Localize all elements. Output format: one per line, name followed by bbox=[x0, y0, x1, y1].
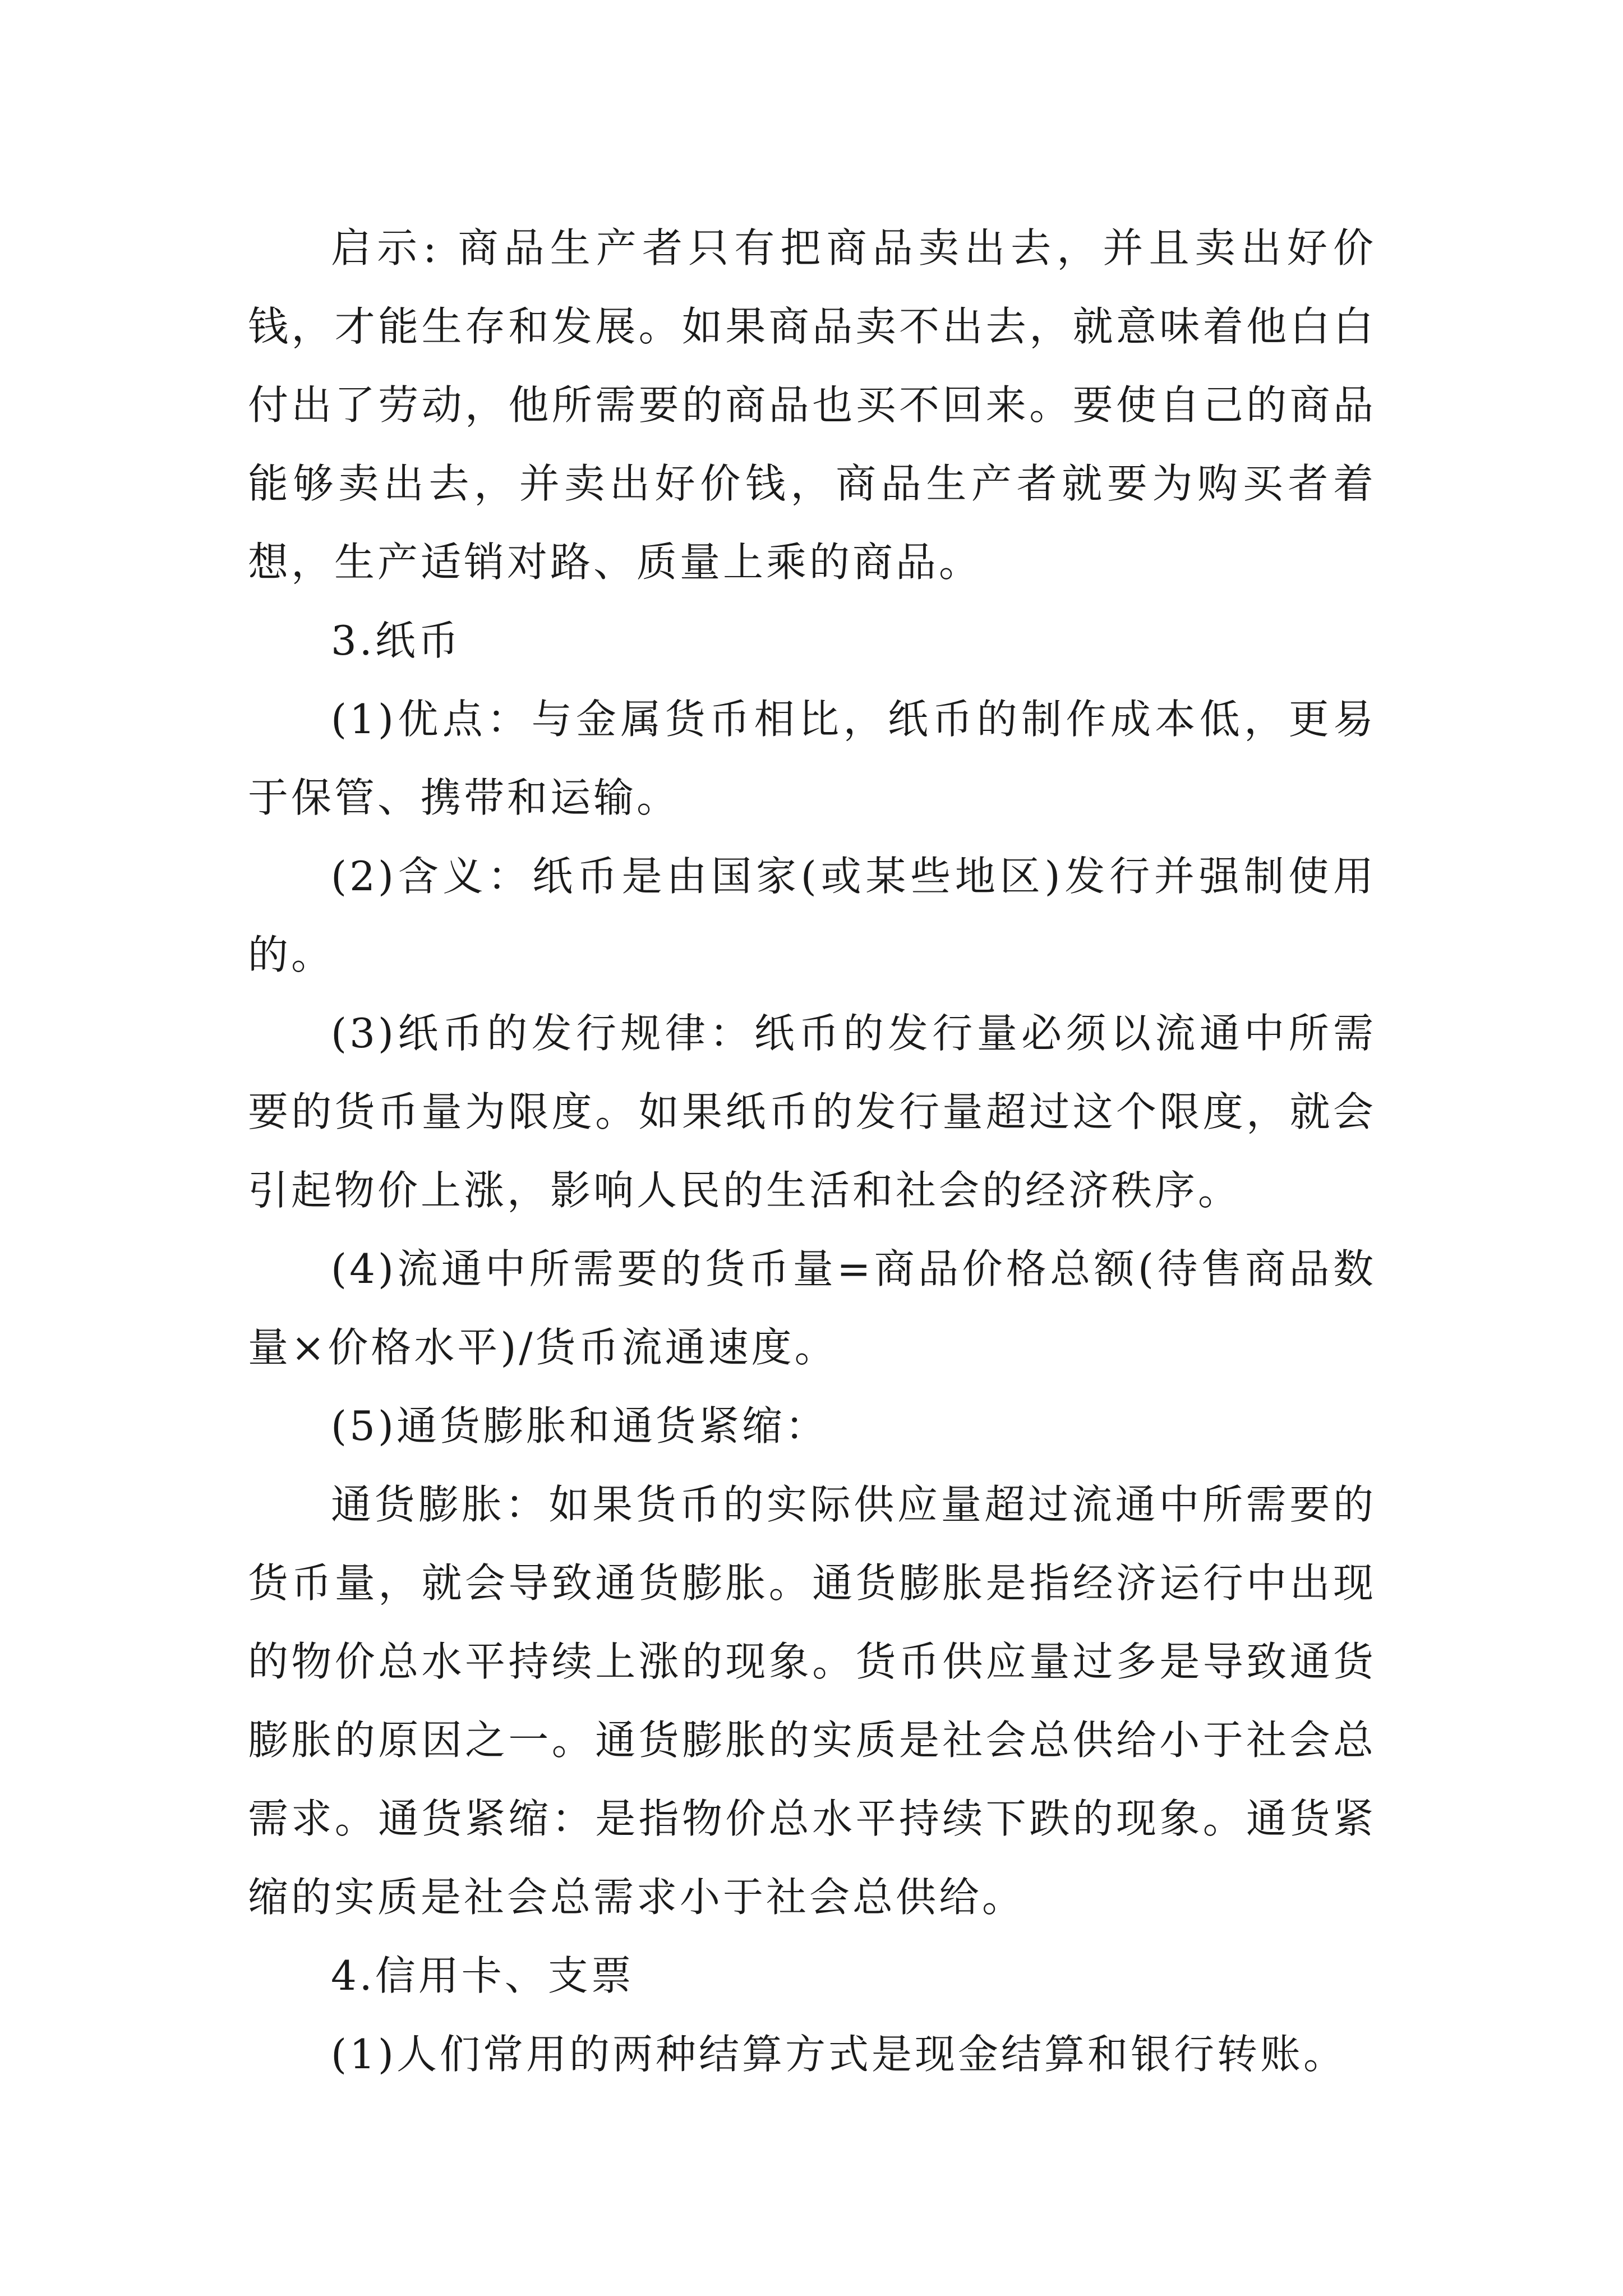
paragraph-money-formula: (4)流通中所需要的货币量=商品价格总额(待售商品数量×价格水平)/货币流通速度。 bbox=[248, 1245, 1376, 1371]
heading-paper-money: 3.纸币 bbox=[331, 617, 462, 664]
document-body bbox=[248, 209, 1376, 2093]
paragraph-definition: (2)含义：纸币是由国家(或某些地区)发行并强制使用的。 bbox=[248, 853, 1376, 978]
paragraph-inflation-deflation-heading: (5)通货膨胀和通货紧缩： bbox=[331, 1402, 828, 1450]
paragraph-issuance-rule: (3)纸币的发行规律：纸币的发行量必须以流通中所需要的货币量为限度。如果纸币的发行量超过这个限度，就会引起物价上涨，影响人民的生活和社会的经济秩序。 bbox=[248, 1010, 1376, 1214]
heading-credit-card-cheque: 4.信用卡、支票 bbox=[331, 1952, 634, 1999]
paragraph-advantages: (1)优点：与金属货币相比，纸币的制作成本低，更易于保管、携带和运输。 bbox=[248, 696, 1376, 821]
paragraph-inflation-deflation: 通货膨胀：如果货币的实际供应量超过流通中所需要的货币量，就会导致通货膨胀。通货膨胀是指经济运行中出现的物价总水平持续上涨的现象。货币供应量过多是导致通货膨胀的原因之一。通货膨胀的实质是社会总供给小于社会总需求。通货紧缩：是指物价总水平持续下跌的现象。通货紧缩的实质是社会总需求小于社会总供给。 bbox=[248, 1481, 1376, 1921]
paragraph-settlement-methods: (1)人们常用的两种结算方式是现金结算和银行转账。 bbox=[331, 2031, 1347, 2078]
paragraph-insight: 启示: 商品生产者只有把商品卖出去，并且卖出好价钱，才能生存和发展。如果商品卖不出去，就意味着他白白付出了劳动，他所需要的商品也买不回来。要使自己的商品能够卖出去，并卖出好价钱，商品生产者就要为购买者着想，生产适销对路、质量上乘的商品。 bbox=[248, 224, 1376, 586]
